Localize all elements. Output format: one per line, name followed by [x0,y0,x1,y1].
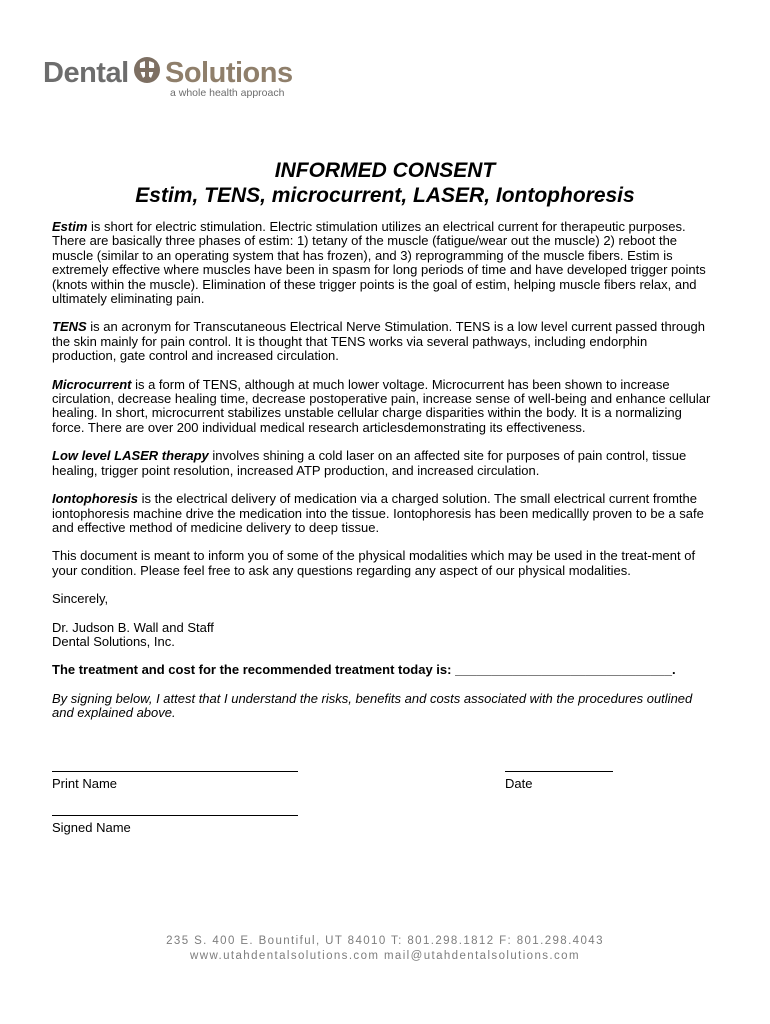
text-microcurrent: is a form of TENS, although at much lower voltage. Microcurrent has been shown to increase circulation, decrease healing time, decrease postoperative pain, increase sense of well-being and enhance cellular healing. In short, microcurrent stabilizes unstable cellular charge disparities within the body. It is a normalizing force. There are over 200 individual medical research articlesdemonstrating its effectiveness. [52,376,711,435]
logo-text-dental: Dental [43,57,129,89]
title-line-1: INFORMED CONSENT [274,159,496,182]
term-tens: TENS [52,319,87,335]
paragraph-iontophoresis [52,492,712,535]
paragraph-intro: This document is meant to inform you of some of the physical modalities which may be used in the treat-ment of your condition. Please feel free to ask any questions regarding any aspect of our physical modalities. [52,548,696,578]
title-line-2: Estim, TENS, microcurrent, LASER, Iontophoresis [135,184,635,207]
text-iontophoresis: is the electrical delivery of medication via a charged solution. The small electrical current fromthe iontophoresis machine drive the medication into the tissue. Iontophoresis has been medicallly proven to be a safe and effective method of medicine delivery to deep tissue. [52,491,704,535]
treatment-cost-line: The treatment and cost for the recommended treatment today is: ______________________________. [52,662,676,678]
attestation-text: By signing below, I attest that I understand the risks, benefits and costs associated with the procedures outlined and explained above. [52,690,693,721]
footer-contact: www.utahdentalsolutions.com mail@utahdentalsolutions.com [190,950,580,962]
salutation: Sincerely, [52,591,109,607]
signed-name-label: Signed Name [52,820,131,835]
print-name-field[interactable] [52,771,298,791]
signature-block [52,621,712,650]
page-footer [0,934,770,964]
print-name-label: Print Name [52,776,118,791]
footer-address: 235 S. 400 E. Bountiful, UT 84010 T: 801.298.1812 F: 801.298.4043 [166,935,604,947]
term-iontophoresis: Iontophoresis [52,491,138,507]
signed-name-field[interactable] [52,815,298,835]
paragraph-microcurrent [52,378,712,436]
logo-emblem-icon [134,57,160,83]
text-laser: involves shining a cold laser on an affected site for purposes of pain control, tissue healing, trigger point resolution, increased ATP production, and increased circulation. [52,448,687,478]
text-estim: is short for electric stimulation. Electric stimulation utilizes an electrical current for therapeutic purposes. There are basically three phases of estim: 1) tetany of the muscle (fatigue/wear out the muscle) 2) reboot the muscle (similar to an operating system that has frozen), and 3) reprogramming of the muscle fibers. Estim is extremely effective where muscles have been in spasm for long periods of time and have developed trigger points (knots within the muscle). Elimination of these trigger points is the goal of estim, helping muscle fibers relax, and ultimately eliminating pain. [52,219,706,307]
logo-text-solutions: Solutions [165,57,293,89]
text-tens: is an acronym for Transcutaneous Electrical Nerve Stimulation. TENS is a low level current passed through the skin mainly for pain control. It is thought that TENS works via several pathways, including endorphin production, gate control and increased circulation. [52,319,705,364]
term-estim: Estim [52,219,88,234]
signer-name: Dr. Judson B. Wall and Staff [52,619,214,635]
term-laser: Low level LASER therapy [52,448,209,464]
company-name: Dental Solutions, Inc. [52,633,175,649]
company-logo [43,50,293,102]
document-body [52,220,712,721]
signed-name-line [52,815,298,816]
date-line [505,771,613,772]
paragraph-estim [52,220,712,306]
document-title [0,158,770,208]
print-name-line [52,771,298,772]
date-field[interactable] [505,771,613,791]
paragraph-tens [52,320,712,363]
paragraph-laser [52,449,712,478]
date-label: Date [505,776,533,791]
term-microcurrent: Microcurrent [52,376,132,392]
logo-graphic [43,50,293,102]
logo-tagline: a whole health approach [170,87,285,99]
